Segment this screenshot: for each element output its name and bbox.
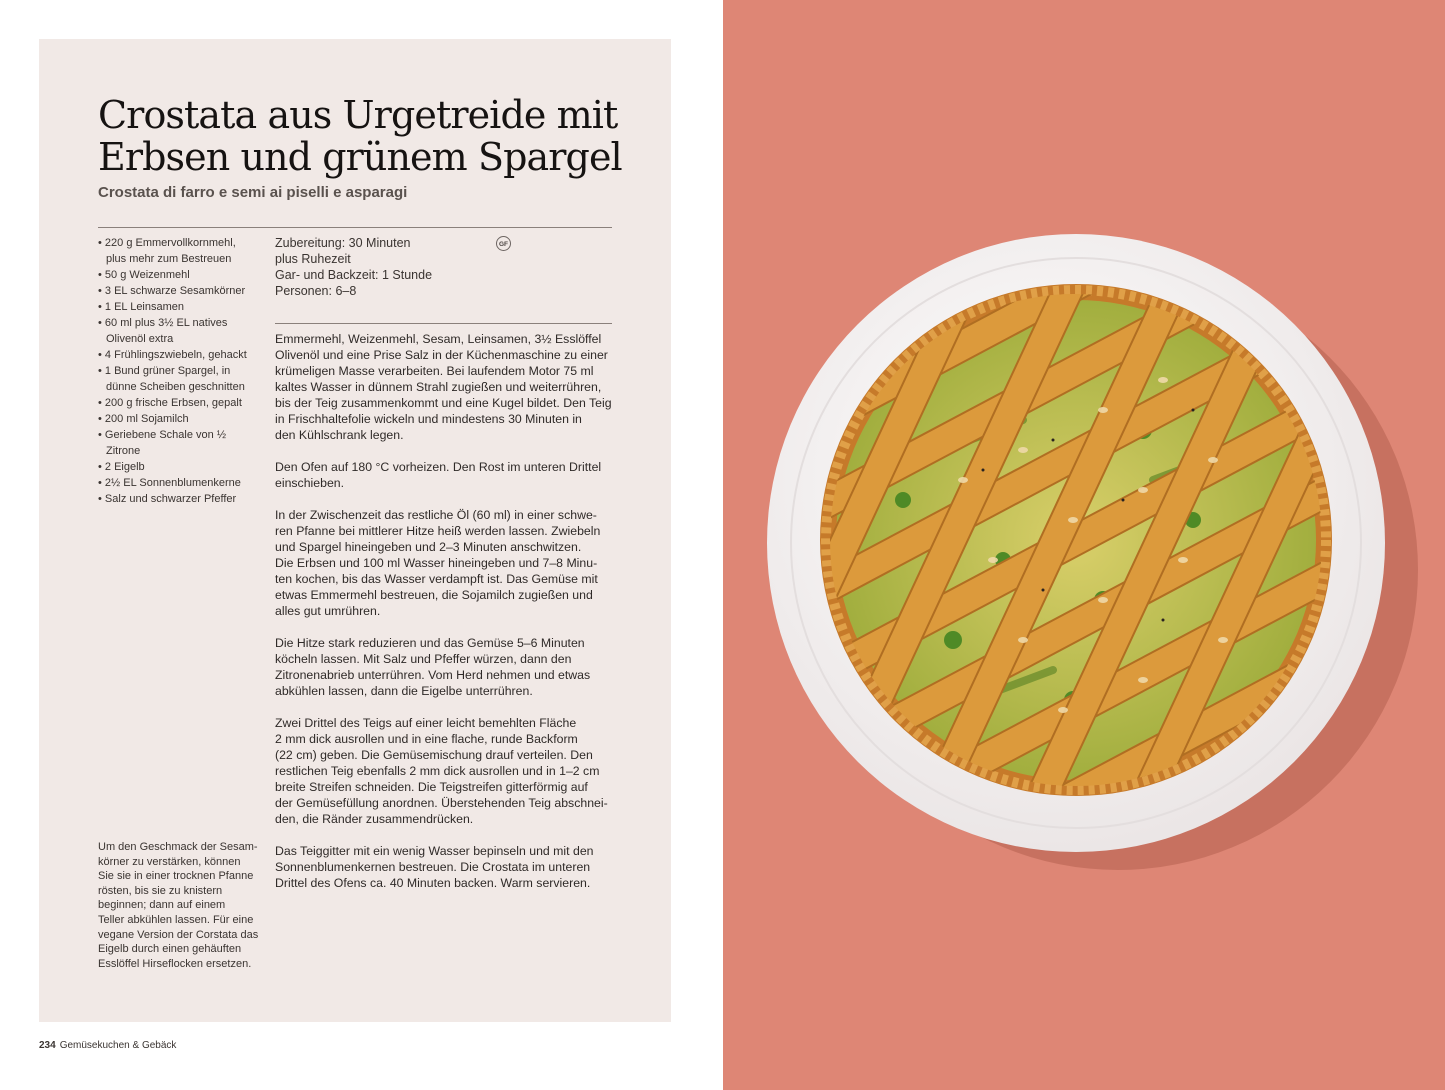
recipe-title-line-1: Crostata aus Urgetreide mit bbox=[98, 93, 618, 137]
recipe-meta bbox=[275, 235, 485, 299]
recipe-title-line-2: Erbsen und grünem Spargel bbox=[98, 135, 622, 179]
ingredient-list bbox=[98, 235, 258, 507]
ingredient-item: • 4 Frühlingszwiebeln, gehackt bbox=[98, 347, 258, 363]
photo-page bbox=[723, 0, 1445, 1090]
gluten-free-badge: GF bbox=[496, 236, 511, 251]
ingredient-item: • 1 EL Leinsamen bbox=[98, 299, 258, 315]
method-step: Die Hitze stark reduzieren und das Gemüse 5–6 Minuten köcheln lassen. Mit Salz und Pfeffer würzen, dann den Zitronenabrieb unterrühren. Vom Herd nehmen und etwas abkühlen lassen, dann die Eigelbe unterrühren. bbox=[275, 636, 591, 698]
ingredient-item: • 60 ml plus 3½ EL natives Olivenöl extra bbox=[98, 315, 258, 347]
ingredient-item: • 2 Eigelb bbox=[98, 459, 258, 475]
tip-note: Um den Geschmack der Sesam- körner zu verstärken, können Sie sie in einer trocknen Pfanne rösten, bis sie zu knistern beginnen; dann auf einem Teller abkühlen lassen. Für eine vegane Version der Corstata das Eigelb durch einen gehäuften Esslöffel Hirseflocken ersetzen. bbox=[98, 841, 259, 970]
method-step: Zwei Drittel des Teigs auf einer leicht bemehlten Fläche 2 mm dick ausrollen und in eine flache, runde Backform (22 cm) geben. Die Gemüsemischung drauf verteilen. Den restlichen Teig ebenfalls 2 mm dick ausrollen und in 1–2 cm breite Streifen schneiden. Die Teigstreifen gitterförmig auf der Gemüsefüllung anordnen. Überstehenden Teig abschnei- den, die Ränder zusammendrücken. bbox=[275, 716, 608, 826]
page-number: 234 bbox=[39, 1040, 56, 1051]
page-footer bbox=[39, 1040, 176, 1051]
cook-time: Gar- und Backzeit: 1 Stunde bbox=[275, 268, 433, 282]
ingredient-item: • 200 g frische Erbsen, gepalt bbox=[98, 395, 258, 411]
rest-time: plus Ruhezeit bbox=[275, 252, 351, 266]
method-step: Den Ofen auf 180 °C vorheizen. Den Rost im unteren Drittel einschieben. bbox=[275, 460, 602, 490]
ingredient-item: • 1 Bund grüner Spargel, in dünne Scheiben geschnitten bbox=[98, 363, 258, 395]
section-name: Gemüsekuchen & Gebäck bbox=[59, 1040, 177, 1051]
ingredient-item: • 2½ EL Sonnenblumenkerne bbox=[98, 475, 258, 491]
method-step: Das Teiggitter mit ein wenig Wasser bepinseln und mit den Sonnenblumenkernen bestreuen. Die Crostata im unteren Drittel des Ofens ca. 40 Minuten backen. Warm servieren. bbox=[275, 844, 594, 890]
crostata-photo bbox=[723, 0, 1445, 1090]
header-divider bbox=[98, 227, 612, 228]
recipe-subtitle: Crostata di farro e semi ai piselli e asparagi bbox=[98, 184, 408, 201]
ingredient-item: • Salz und schwarzer Pfeffer bbox=[98, 491, 258, 507]
ingredient-item: • 200 ml Sojamilch bbox=[98, 411, 258, 427]
prep-time: Zubereitung: 30 Minuten bbox=[275, 236, 411, 250]
method-step: Emmermehl, Weizenmehl, Sesam, Leinsamen, 3½ Esslöffel Olivenöl und eine Prise Salz in der Küchenmaschine zu einer krümeligen Masse verarbeiten. Bei laufendem Motor 75 ml kaltes Wasser in dünnem Strahl zugießen und weiterrühren, bis der Teig zusammenkommt und eine Kugel bildet. Den Teig in Frischhaltefolie wickeln und mindestens 30 Minuten in den Kühlschrank legen. bbox=[275, 332, 612, 442]
recipe-title bbox=[98, 94, 638, 178]
ingredient-item: • 3 EL schwarze Sesamkörner bbox=[98, 283, 258, 299]
ingredient-item: • 50 g Weizenmehl bbox=[98, 267, 258, 283]
method-step: In der Zwischenzeit das restliche Öl (60 ml) in einer schwe- ren Pfanne bei mittlerer Hitze heiß werden lassen. Zwiebeln und Spargel hineingeben und 2–3 Minuten anschwitzen. Die Erbsen und 100 ml Wasser hineingeben und 7–8 Minu- ten kochen, bis das Wasser verdampft ist. Das Gemüse mit etwas Emmermehl bestreuen, die Sojamilch zugießen und alles gut umrühren. bbox=[275, 508, 601, 618]
method-steps bbox=[275, 331, 615, 907]
ingredient-item: • Geriebene Schale von ½ Zitrone bbox=[98, 427, 258, 459]
servings: Personen: 6–8 bbox=[275, 284, 357, 298]
ingredient-item: • 220 g Emmervollkornmehl, plus mehr zum Bestreuen bbox=[98, 235, 258, 267]
meta-divider bbox=[275, 323, 612, 324]
